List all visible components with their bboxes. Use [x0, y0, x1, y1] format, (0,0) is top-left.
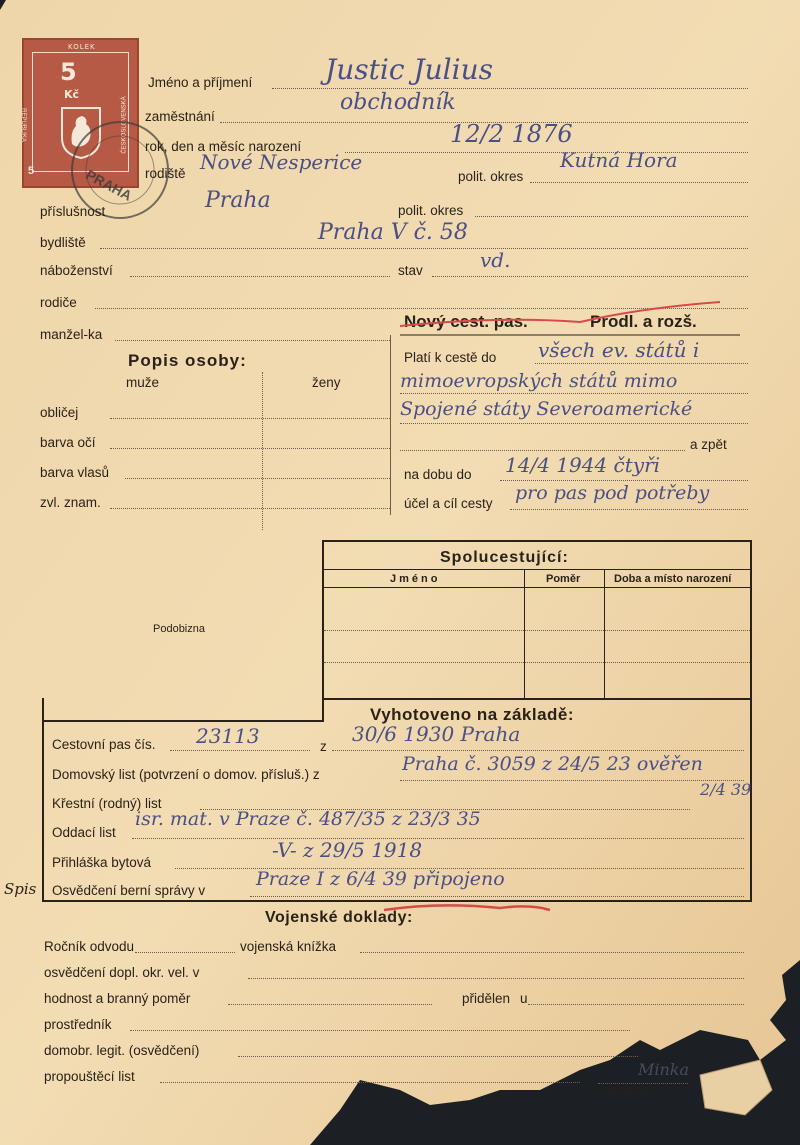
- polit-okres-label: polit. okres: [458, 169, 524, 184]
- military-assigned-label: přidělen: [462, 991, 511, 1006]
- military-rank-line: [228, 1004, 432, 1005]
- spouse-label: manžel-ka: [40, 327, 103, 342]
- basis-passport-z: z: [320, 739, 327, 754]
- domicile-label: příslušnost: [40, 204, 106, 219]
- religion-label: náboženství: [40, 263, 113, 278]
- polit-okres-value: Kutná Hora: [560, 148, 678, 172]
- valid-line: [535, 363, 748, 364]
- photo-label: Podobizna: [153, 623, 205, 635]
- official-signature: Minka: [638, 1060, 690, 1079]
- military-booklet-line: [360, 952, 744, 953]
- name-label: Jméno a příjmení: [148, 75, 253, 90]
- military-class-line: [135, 952, 235, 953]
- basis-tax-label: Osvědčení berní správy v: [52, 883, 206, 898]
- valid-line1: všech ev. států i: [538, 338, 700, 362]
- military-title: Vojenské doklady:: [265, 909, 413, 926]
- valid-line3: Spojené státy Severoamerické: [400, 398, 693, 420]
- basis-marriage-label: Oddací list: [52, 825, 116, 840]
- description-row-eyes: barva očí: [40, 435, 96, 450]
- companions-col-relation: Poměr: [546, 573, 581, 585]
- occupation-value: obchodník: [340, 90, 456, 115]
- description-row-face-line: [110, 418, 390, 419]
- name-value: Justic Julius: [325, 53, 493, 86]
- basis-registration-label: Přihláška bytová: [52, 855, 152, 870]
- birth-label: rok, den a měsíc narození: [145, 139, 302, 154]
- purpose-label: účel a cíl cesty: [404, 496, 493, 511]
- stamp-label: KOLEK: [68, 43, 96, 51]
- description-row-eyes-line: [110, 448, 390, 449]
- red-underline-mark: [380, 898, 560, 918]
- military-rank-label: hodnost a branný poměr: [44, 991, 191, 1006]
- residence-value: Praha V č. 58: [318, 220, 468, 245]
- military-intermediary-label: prostředník: [44, 1017, 112, 1032]
- birthplace-label: rodiště: [145, 166, 186, 181]
- red-strikeout-mark: [380, 300, 760, 340]
- status-label: stav: [398, 263, 423, 278]
- military-class-label: Ročník odvodu: [44, 939, 135, 954]
- return-rule: [400, 450, 685, 451]
- residence-label: bydliště: [40, 235, 86, 250]
- polit-okres2-line: [475, 216, 748, 217]
- description-row-hair-line: [125, 478, 390, 479]
- passport-divider: [390, 335, 391, 515]
- description-row-hair: barva vlasů: [40, 465, 110, 480]
- basis-home-label: Domovský list (potvrzení o domov. přísluš.) z: [52, 767, 320, 782]
- stamp-side-text-right: ČESKOSLOVENSKÁ: [121, 96, 128, 154]
- description-col-male: muže: [126, 375, 160, 390]
- birthplace-value: Nové Nesperice: [200, 150, 363, 174]
- paper-fold-tear: [700, 1060, 772, 1115]
- basis-home-value: Praha č. 3059 z 24/5 23 ověřen: [402, 753, 703, 775]
- period-label: na dobu do: [404, 467, 472, 482]
- basis-passport-label: Cestovní pas čís.: [52, 737, 156, 752]
- valid-label: Platí k cestě do: [404, 350, 497, 365]
- basis-tax-value: Praze I z 6/4 39 připojeno: [256, 868, 505, 890]
- basis-marriage-line: [132, 838, 744, 839]
- signature-label: podpis úředníka: [596, 1087, 653, 1096]
- basis-home-value2: 2/4 39: [700, 780, 752, 799]
- stamp-value: 5: [60, 58, 77, 86]
- companions-col-birth: Doba a místo narození: [614, 573, 732, 585]
- basis-passport-number: 23113: [196, 724, 260, 748]
- basis-registration-value: -V- z 29/5 1918: [272, 838, 423, 862]
- military-certificate-line: [248, 978, 744, 979]
- companions-subheader-rule: [324, 587, 750, 588]
- description-col-divider-1: [262, 372, 264, 530]
- postmark-text: PRAHA: [83, 166, 135, 204]
- description-row-face: obličej: [40, 405, 79, 420]
- parents-label: rodiče: [40, 295, 77, 310]
- basis-passport-date: 30/6 1930 Praha: [352, 722, 521, 746]
- basis-baptism-label: Křestní (rodný) list: [52, 796, 162, 811]
- valid-line3-rule: [400, 423, 748, 424]
- basis-box-top-left: [42, 720, 324, 722]
- military-discharge-label: propouštěcí list: [44, 1069, 135, 1084]
- military-legion-label: domobr. legit. (osvědčení): [44, 1043, 200, 1058]
- military-certificate-label: osvědčení dopl. okr. vel. v: [44, 965, 200, 980]
- period-line: [500, 480, 748, 481]
- renew-passport-heading: Prodl. a rozš.: [590, 312, 697, 331]
- companions-col-divider-2: [604, 569, 605, 698]
- military-booklet-label: vojenská knížka: [240, 939, 337, 954]
- valid-line2: mimoevropských států mimo: [400, 370, 678, 392]
- stamp-currency: Kč: [64, 88, 80, 101]
- return-label: a zpět: [690, 437, 727, 452]
- companions-col-divider-1: [524, 569, 525, 698]
- basis-passport-date-line: [332, 750, 744, 751]
- military-intermediary-line: [130, 1030, 630, 1031]
- companions-header-rule: [324, 569, 750, 570]
- birth-line: [345, 152, 748, 153]
- purpose-line: [510, 509, 748, 510]
- name-line: [272, 88, 748, 89]
- military-legion-line: [238, 1056, 638, 1057]
- polit-okres-line: [530, 182, 748, 183]
- description-col-female: ženy: [312, 375, 341, 390]
- stamp-corner-value: 5: [28, 165, 35, 177]
- military-assigned-line: [528, 1004, 744, 1005]
- period-value: 14/4 1944 čtyři: [505, 453, 661, 477]
- valid-line2-rule: [400, 393, 748, 394]
- basis-box-notch: [322, 540, 324, 722]
- basis-home-line: [400, 780, 744, 781]
- purpose-value: pro pas pod potřeby: [515, 482, 710, 504]
- religion-line: [130, 276, 390, 277]
- military-discharge-line: [160, 1082, 580, 1083]
- description-title: Popis osoby:: [128, 351, 247, 370]
- military-u-label: u: [520, 991, 528, 1006]
- spouse-line: [115, 340, 390, 341]
- polit-okres2-label: polit. okres: [398, 203, 464, 218]
- birth-value: 12/2 1876: [450, 120, 573, 148]
- basis-margin-note: Spis: [4, 880, 37, 898]
- residence-line: [100, 248, 748, 249]
- domicile-value: Praha: [205, 188, 271, 213]
- status-line: [432, 276, 748, 277]
- basis-passport-line: [170, 750, 310, 751]
- basis-tax-line: [250, 896, 744, 897]
- signature-line: [598, 1082, 688, 1084]
- companions-table: [322, 540, 752, 700]
- basis-title: Vyhotoveno na základě:: [370, 705, 575, 724]
- new-passport-heading: Nový cest. pas.: [404, 312, 528, 331]
- occupation-label: zaměstnání: [145, 109, 215, 124]
- companions-row-rule-1: [324, 630, 750, 631]
- companions-row-rule-2: [324, 662, 750, 663]
- stamp-side-text-left: REPUBLIKA: [19, 108, 26, 142]
- companions-col-name: Jméno: [390, 573, 441, 585]
- description-row-marks: zvl. znam.: [40, 495, 101, 510]
- companions-title: Spolucestující:: [440, 549, 569, 566]
- basis-marriage-value: isr. mat. v Praze č. 487/35 z 23/3 35: [135, 808, 481, 830]
- description-row-marks-line: [110, 508, 390, 509]
- status-value: vd.: [480, 248, 511, 272]
